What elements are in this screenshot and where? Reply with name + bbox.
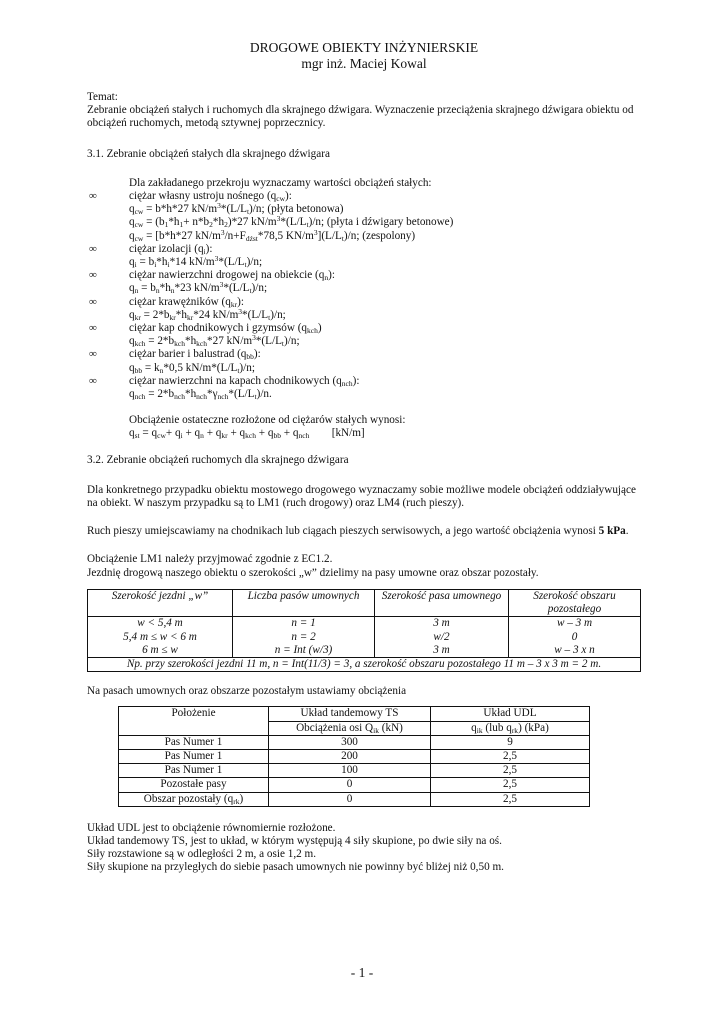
bullet-icon: ∞ [89,348,97,361]
formula-qi: $q_i = b_i*h_i*14$ $kN/m^3*(L/L_t)/n$; [129,254,263,270]
table-subheader-row: Obciążenia osi $Q_{ik}$ (kN) $q_{ik}$ (lub $q_{rk}$) (kPa) [119,721,590,735]
table-row: Pas Numer 1 300 9 [119,735,590,749]
bullet-caps: ∞ ciężar kap chodnikowych i gzymsów $(q_{kch})$ [89,322,322,336]
lanes-table [87,589,641,672]
pedestrian-load-value: 5 kPa [598,525,626,538]
formula-qnch: $q_{nch} = 2*b_{nch}*h_{nch}*\gamma_{nch}*(L/L_t)/n$. [129,388,272,402]
permanent-loads-intro: Dla zakładanego przekroju wyznaczamy wartości obciążeń stałych: [129,176,432,189]
table-row: 6 m ≤ w n = Int (w/3) 3 m w – 3 x n [88,644,641,658]
bullet-icon: ∞ [89,374,97,387]
bullet-surface: ∞ ciężar nawierzchni drogowej na obiekcie $(q_n)$: [89,269,335,283]
spacing-paragraph: Siły rozstawione są w odległości 2 m, a osie 1,2 m. [87,848,316,861]
table-row: 5,4 m ≤ w < 6 m n = 2 w/2 0 [88,631,641,644]
load-models-paragraph: Dla konkretnego przypadku obiektu mostowego drogowego wyznaczamy sobie możliwe modele obciążeń oddziaływujące na obiekt. W naszym przypadku są to LM1 (ruch drogowy) oraz LM4 (ruch pieszy). [87,483,636,510]
topic-text: Zebranie obciążeń stałych i ruchomych dla skrajnego dźwigara. Wyznaczenie przeciążenia skrajnego dźwigara obiektu od obciążeń ruchomych, metodą sztywnej poprzecznicy. [87,104,634,130]
table-header-row: Położenie Układ tandemowy TS Układ UDL [119,707,590,721]
loads-intro: Na pasach umownych oraz obszarze pozostałym ustawiamy obciążenia [87,685,407,698]
table-header-row: Szerokość jezdni „w” Liczba pasów umownych Szerokość pasa umownego Szerokość obszaru pozostałego [88,589,641,616]
formula-qcw-composite: $q_{cw} = [b*h*27$ $kN/m^3/n+F_{dźst}*78,5$ $KN/m^3](L/L_t)/n$; (zespolony) [129,227,416,243]
table-row: Obszar pozostały $(q_{rk})$ 0 2,5 [119,792,590,806]
bullet-icon: ∞ [89,190,97,203]
section-3-1-heading: 3.1. Zebranie obciążeń stałych dla skrajnego dźwigara [87,147,330,160]
table-row: Pozostałe pasy 0 2,5 [119,778,590,792]
ts-paragraph: Układ tandemowy TS, jest to układ, w którym występują 4 siły skupione, po dwie siły na oś. [87,834,502,847]
bullet-icon: ∞ [89,242,97,255]
formula-qst: $q_{st} = q_{cw}+ q_i + q_n + q_{kr} + q_{kch} + q_{bb} + q_{nch}$ [kN/m] [129,427,365,441]
lm1-paragraph-b: Jezdnię drogową naszego obiektu o szerokości „w” dzielimy na pasy umowne oraz obszar pozostały. [87,566,539,579]
bullet-insulation: ∞ ciężar izolacji $(q_i)$: [89,242,213,256]
bullet-barriers: ∞ ciężar barier i balustrad $(q_{bb})$: [89,348,261,362]
bullet-cap-surface: ∞ ciężar nawierzchni na kapach chodnikowych $(q_{nch})$: [89,374,360,388]
page-number: - 1 - [350,965,374,980]
table-row: Pas Numer 1 200 2,5 [119,749,590,763]
final-load-text: Obciążenie ostateczne rozłożone od ciężarów stałych wynosi: [129,414,406,427]
table-row: Pas Numer 1 100 2,5 [119,764,590,778]
formula-qkr: $q_{kr} = 2*b_{kr}*h_{kr}*24$ $kN/m^3*(L/L_t)/n$; [129,306,286,322]
formula-qcw-plate: $q_{cw} = b*h*27$ $kN/m^3*(L/L_t)/n$; (płyta betonowa) [129,201,344,217]
loads-table [118,706,590,806]
bullet-kerbs: ∞ ciężar krawężników $(q_{kr})$: [89,295,244,309]
bullet-icon: ∞ [89,322,97,335]
formula-qbb: $q_{bb} = k_n*0,5$ $kN/m*(L/L_t)/n$; [129,361,255,375]
document-title: DROGOWE OBIEKTY INŻYNIERSKIE [249,40,479,55]
topic-label: Temat: [87,91,118,103]
document-author: mgr inż. Maciej Kowal [301,56,427,71]
table-example-row: Np. przy szerokości jezdni 11 m, n = Int(11/3) = 3, a szerokość obszaru pozostałego 11 m – 3 x 3 m = 2 m. [88,657,641,671]
formula-qcw-plate-beams: $q_{cw} = (b_1*h_1+ n*b_2*h_2)*27$ $kN/m^3*(L/L_t)/n$; (płyta i dźwigary betonowe) [129,214,454,230]
formula-qkch: $q_{kch} = 2*b_{kch}*h_{kch}*27$ $kN/m^3*(L/L_t)/n$; [129,333,300,349]
pedestrian-paragraph: Ruch pieszy umiejscawiamy na chodnikach lub ciągach pieszych serwisowych, a jego wartość obciążenia wynosi 5 kPa. [87,525,629,538]
formula-qn: $q_n = b_n*h_n*23$ $kN/m^3*(L/L_t)/n$; [129,280,268,296]
bullet-self-weight: ∞ ciężar własny ustroju nośnego $(q_{cw})$: [89,190,292,204]
section-3-2-heading: 3.2. Zebranie obciążeń ruchomych dla skrajnego dźwigara [87,453,349,466]
adjacent-lanes-paragraph: Siły skupione na przyległych do siebie pasach umownych nie powinny być bliżej niż 0,50 m. [87,861,504,874]
table-row: w < 5,4 m n = 1 3 m w – 3 m [88,617,641,631]
udl-paragraph: Układ UDL jest to obciążenie równomiernie rozłożone. [87,821,336,834]
lm1-paragraph-a: Obciążenie LM1 należy przyjmować zgodnie z EC1.2. [87,553,333,566]
bullet-icon: ∞ [89,295,97,308]
bullet-icon: ∞ [89,269,97,282]
document-page [87,40,641,875]
document-header [87,40,641,72]
